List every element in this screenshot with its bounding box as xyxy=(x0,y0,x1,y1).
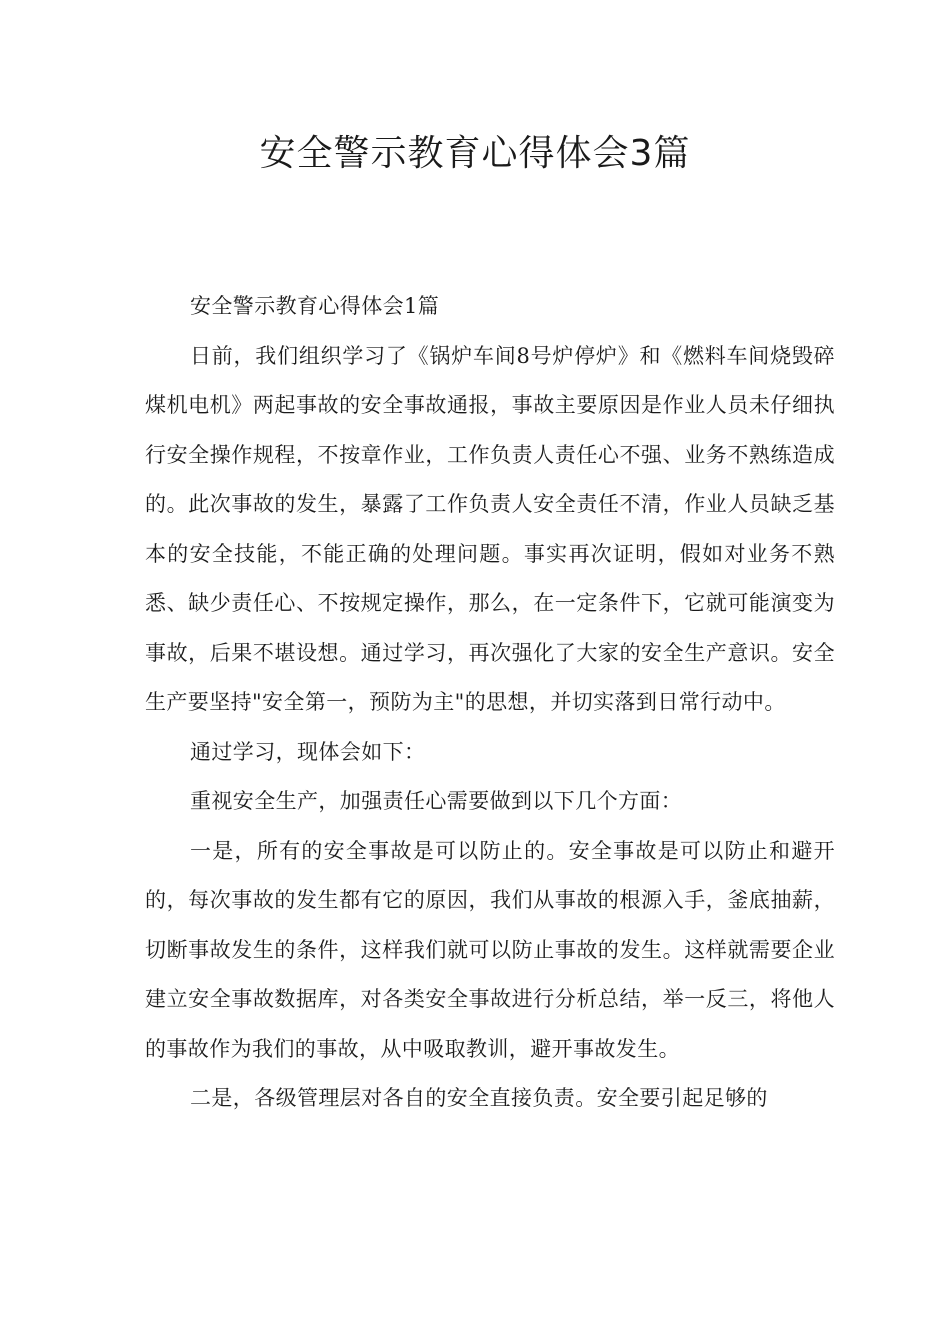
paragraph-intro: 通过学习，现体会如下： xyxy=(190,739,426,764)
document-title: 安全警示教育心得体会3篇 xyxy=(259,133,691,174)
paragraph-incident-summary: 日前，我们组织学习了《锅炉车间8号炉停炉》和《燃料车间烧毁碎煤机电机》两起事故的安全事故通报，事故主要原因是作业人员未仔细执行安全操作规程，不按章作业，工作负责人责任心不强、业务不熟练造成的。此次事故的发生，暴露了工作负责人安全责任不清，作业人员缺乏基本的安全技能，不能正确的处理问题。事实再次证明，假如对业务不熟悉、缺少责任心、不按规定操作，那么，在一定条件下，它就可能演变为事故，后果不堪设想。通过学习，再次强化了大家的安全生产意识。安全生产要坚持"安全第一，预防为主"的思想，并切实落到日常行动中。 xyxy=(145,343,835,714)
document-body xyxy=(145,282,835,1124)
paragraph-point-one: 一是，所有的安全事故是可以防止的。安全事故是可以防止和避开的，每次事故的发生都有它的原因，我们从事故的根源入手，釜底抽薪，切断事故发生的条件，这样我们就可以防止事故的发生。这样就需要企业建立安全事故数据库，对各类安全事故进行分析总结，举一反三，将他人的事故作为我们的事故，从中吸取教训，避开事故发生。 xyxy=(145,838,835,1061)
section-heading: 安全警示教育心得体会1篇 xyxy=(190,294,440,318)
paragraph-aspects: 重视安全生产，加强责任心需要做到以下几个方面： xyxy=(190,789,683,813)
paragraph-point-two: 二是，各级管理层对各自的安全直接负责。安全要引起足够的 xyxy=(190,1086,768,1110)
